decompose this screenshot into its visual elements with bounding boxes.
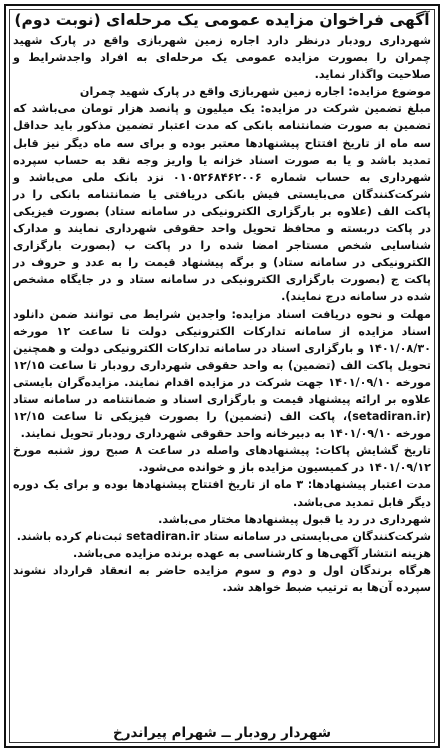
deadline-text-2: )، پاکت الف (تضمین) را بصورت فیزیکی تا ساعت ۱۲/۱۵ مورخه ۱۴۰۱/۰۹/۱۰ به دبیرخانه واحد حقوقی شهرداری رودبار تحویل نمایند. — [13, 410, 431, 441]
subject-text: اجاره زمین شهربازی واقع در پارک شهید چمران — [79, 85, 345, 99]
subject-label: موضوع مزایده: — [348, 85, 431, 99]
deadline-site: setadiran.ir — [352, 410, 426, 424]
note-forfeit: هرگاه برندگان اول و دوم و سوم مزایده حاضر به انعقاد قرارداد نشوند سپرده آن‌ها به ترتیب ضبط خواهد شد. — [13, 563, 431, 594]
opening-text: پیشنهادهای واصله در ساعت ۸ صبح روز شنبه مورخ ۱۴۰۱/۰۹/۱۲ در کمیسیون مزایده باز و خوانده می‌شود. — [13, 444, 431, 475]
guarantee-label: مبلغ تضمین شرکت در مزایده: — [260, 102, 431, 116]
signature: شهردار رودبار ــ شهرام پیراندرخ — [112, 725, 332, 741]
note-reject: شهرداری در رد یا قبول پیشنهادها مختار می‌باشد. — [158, 512, 431, 526]
note-register-text-2: ثبت‌نام کرده باشند. — [16, 529, 127, 543]
notice-title: آگهی فراخوان مزایده عمومی یک مرحله‌ای (نوبت دوم) — [14, 11, 430, 29]
validity-text: ۳ ماه از تاریخ افتتاح پیشنهادها بوده و برای یک دوره دیگر قابل تمدید می‌باشد. — [13, 478, 431, 509]
intro-paragraph: شهرداری رودبار درنظر دارد اجاره زمین شهربازی واقع در پارک شهید چمران را بصورت مزایده عمومی یک مرحله‌ای به افراد واجدشرایط و صلاحیت واگذار نماید. — [13, 34, 431, 82]
tender-notice — [4, 4, 440, 748]
validity-label: مدت اعتبار پیشنهادها: — [307, 478, 431, 492]
guarantee-text: یک میلیون و پانصد هزار تومان می‌باشد که تضمین به صورت ضمانتنامه بانکی که مدت اعتبار تضمین مذکور باید حداقل سه ماه از تاریخ افتتاح پیشنهادها معتبر بوده و برای سه ماه دیگر نیز قابل تمدید باشد و یا به صورت اسناد خزانه یا واریز وجه نقد به حساب سپرده شهرداری به حساب شماره ۰۱۰۵۲۶۸۴۶۲۰۰۶ نزد بانک ملی می‌باشد و شرکت‌کنندگان می‌بایستی فیش بانکی دریافتی یا ضمانتنامه بانکی را در پاکت الف (علاوه بر بارگزاری الکترونیکی در سامانه ستاد) بصورت فیزیکی در پاکت دربسته و محافظ تحویل واحد حقوقی شهرداری نمایند و مدارک شناسایی شخص مستاجر امضا شده را در پاکت ب (بصورت بارگزاری الکترونیکی در سامانه ستاد) و برگه پیشنهاد قیمت را به عدد و حروف در پاکت ج (بصورت بارگزاری الکترونیکی در سامانه ستاد و در جایگاه مشخص شده در سامانه درج نمایند). — [13, 102, 432, 304]
note-register-site: setadiran.ir — [126, 529, 200, 543]
deadline-label: مهلت و نحوه دریافت اسناد مزایده: — [231, 307, 431, 321]
note-cost: هزینه انتشار آگهی‌ها و کارشناسی به عهده برنده مزایده می‌باشد. — [73, 546, 431, 560]
note-register-text-1: شرکت‌کنندگان می‌بایستی در سامانه ستاد — [199, 529, 431, 543]
notice-frame — [9, 9, 435, 743]
deadline-text-1: واجدین شرایط می توانند ضمن دانلود اسناد مزایده از سامانه تدارکات الکترونیکی دولت تا ساعت ۱۲ مورخه ۱۴۰۱/۰۸/۳۰ و بارگزاری اسناد در سامانه تدارکات الکترونیکی دولت و همچنین تحویل پاکت الف (تضمین) به واحد حقوقی شهرداری رودبار تا ساعت ۱۲/۱۵ مورخه ۱۴۰۱/۰۹/۱۰ جهت شرکت در مزایده اقدام نمایند. مزایده‌گران بایستی علاوه بر ارائه پیشنهاد قیمت و بارگزاری اسناد و ضمانتنامه در سامانه ستاد ( — [13, 307, 431, 424]
opening-label: تاریخ گشایش پاکات: — [315, 444, 432, 458]
